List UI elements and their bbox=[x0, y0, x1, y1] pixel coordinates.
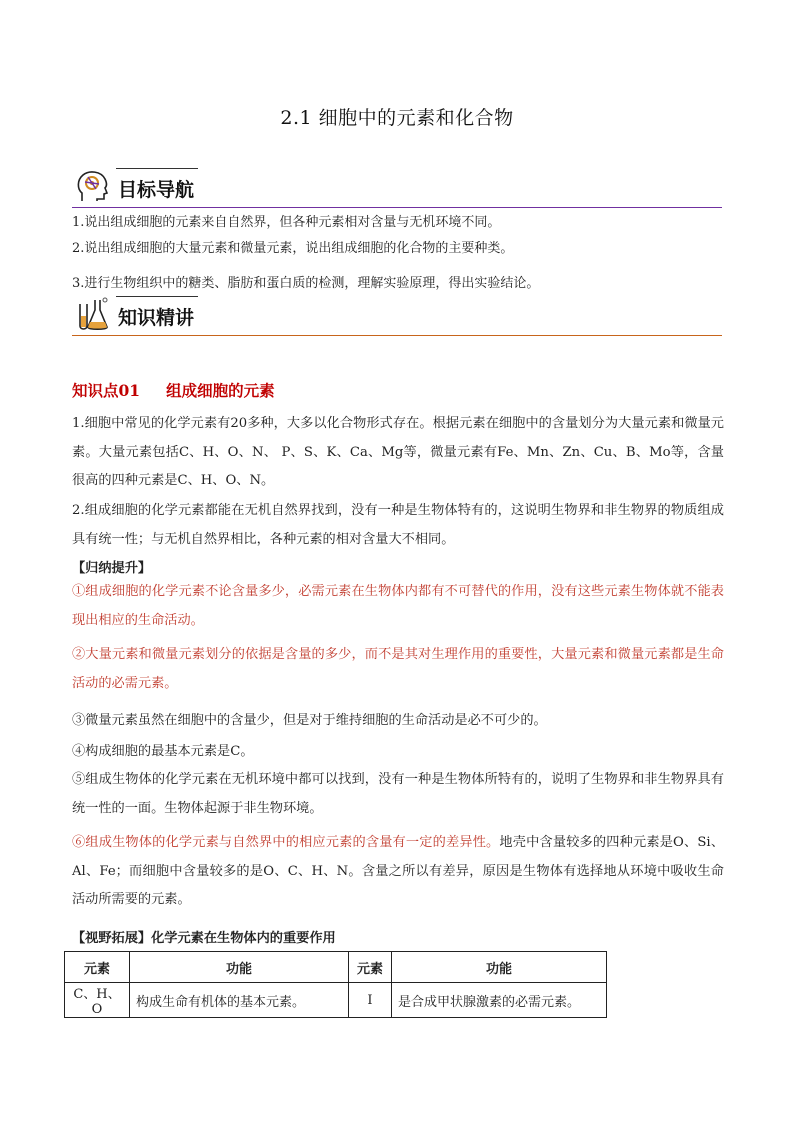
knowledge-point-title bbox=[72, 379, 275, 401]
summary-point-highlight: ⑥组成生物体的化学元素与自然界中的相应元素的含量有一定的差异性。 bbox=[72, 835, 500, 850]
goal-section-header bbox=[72, 166, 722, 208]
page-title: 2.1 细胞中的元素和化合物 bbox=[280, 107, 514, 129]
summary-point-rest: 地壳中含量较多的四种元素是O、Si、Al、Fe；而细胞中含量较多的是O、C、H、N。含量之所以有差异，原因是生物体有选择地从环境中吸收生命活动所需要的元素。 bbox=[72, 835, 725, 907]
summary-point: ⑤组成生物体的化学元素在无机环境中都可以找到，没有一种是生物体所特有的，说明了生物界和非生物界具有统一性的一面。生物体起源于非生物环境。 bbox=[72, 772, 724, 816]
paragraph-elements: 1.细胞中常见的化学元素有20多种，大多以化合物形式存在。根据元素在细胞中的含量划分为大量元素和微量元素。大量元素包括C、H、O、N、 P、S、K、Ca、Mg等，微量元素有Fe、Mn、Zn、Cu、B、Mo等，含量很高的四种元素是C、H、O、N。 bbox=[72, 416, 724, 488]
extend-label: 【视野拓展】化学元素在生物体内的重要作用 bbox=[72, 931, 336, 946]
table-header-row bbox=[65, 952, 607, 983]
table-header-cell: 元素 bbox=[65, 952, 130, 983]
table-row bbox=[65, 983, 607, 1018]
head-gear-icon bbox=[74, 168, 112, 204]
summary-point: ②大量元素和微量元素划分的依据是含量的多少，而不是其对生理作用的重要性，大量元素和微量元素都是生命活动的必需元素。 bbox=[72, 647, 724, 691]
summary-point: ③微量元素虽然在细胞中的含量少，但是对于维持细胞的生命活动是必不可少的。 bbox=[72, 713, 547, 728]
knowledge-point-name: 组成细胞的元素 bbox=[166, 381, 275, 400]
knowledge-section-header bbox=[72, 294, 722, 336]
table-cell: 是合成甲状腺激素的必需元素。 bbox=[392, 983, 607, 1018]
knowledge-point-number: 知识点01 bbox=[72, 381, 141, 400]
table-header-cell: 元素 bbox=[349, 952, 392, 983]
elements-function-table bbox=[64, 951, 607, 1018]
table-cell: 构成生命有机体的基本元素。 bbox=[130, 983, 349, 1018]
table-header-cell: 功能 bbox=[392, 952, 607, 983]
table-cell: C、H、O bbox=[65, 983, 130, 1018]
goal-item: 3.进行生物组织中的糖类、脂肪和蛋白质的检测，理解实验原理，得出实验结论。 bbox=[72, 276, 540, 291]
paragraph-unity: 2.组成细胞的化学元素都能在无机自然界找到，没有一种是生物体特有的，这说明生物界和非生物界的物质组成具有统一性；与无机自然界相比，各种元素的相对含量大不相同。 bbox=[72, 503, 724, 547]
summary-label: 【归纳提升】 bbox=[72, 561, 152, 576]
summary-point: ④构成细胞的最基本元素是C。 bbox=[72, 744, 254, 759]
goal-item: 2.说出组成细胞的大量元素和微量元素，说出组成细胞的化合物的主要种类。 bbox=[72, 241, 514, 256]
flask-icon bbox=[74, 296, 112, 332]
summary-point: ①组成细胞的化学元素不论含量多少，必需元素在生物体内都有不可替代的作用，没有这些元素生物体就不能表现出相应的生命活动。 bbox=[72, 584, 724, 628]
goal-item: 1.说出组成细胞的元素来自自然界，但各种元素相对含量与无机环境不同。 bbox=[72, 215, 501, 230]
knowledge-section-title: 知识精讲 bbox=[118, 307, 195, 329]
goal-section-title: 目标导航 bbox=[118, 179, 195, 201]
table-header-cell: 功能 bbox=[130, 952, 349, 983]
table-cell: I bbox=[349, 983, 392, 1018]
summary-point bbox=[72, 829, 724, 915]
